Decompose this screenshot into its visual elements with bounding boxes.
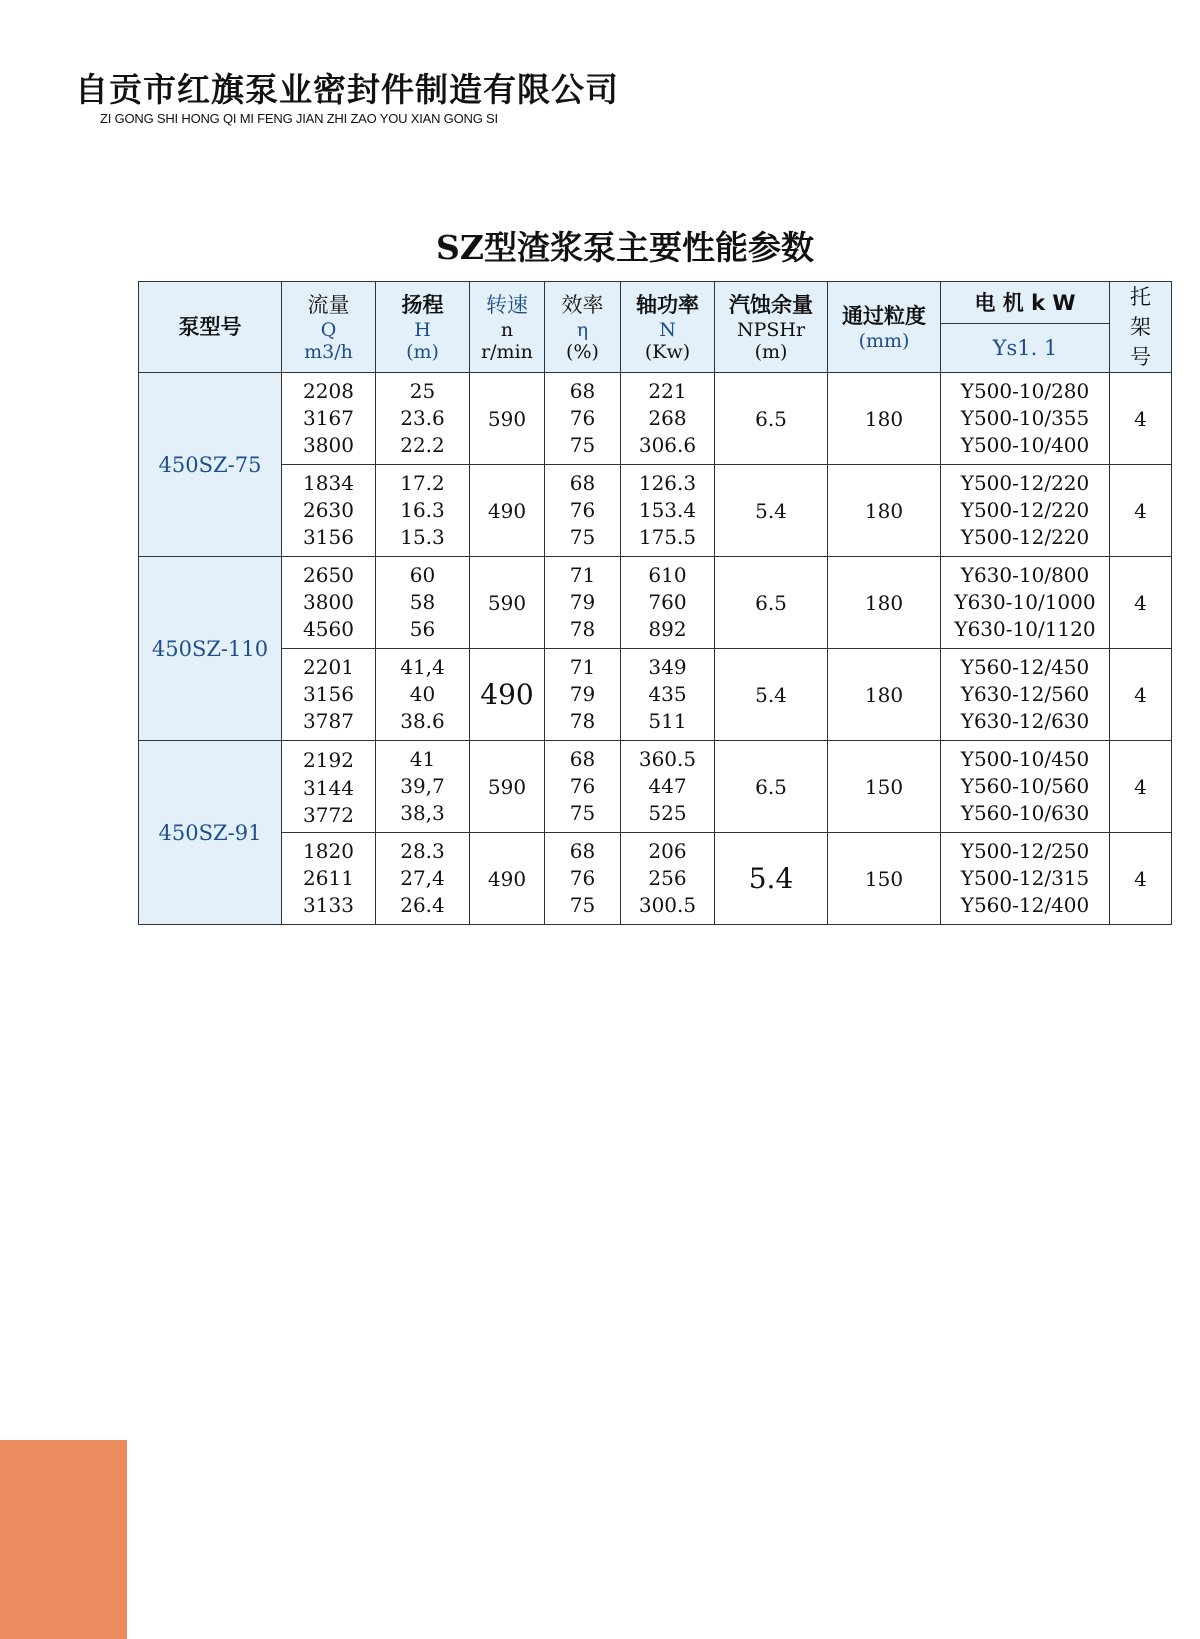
npsh-cell: 5.4: [715, 465, 828, 557]
motor-cell: Y500-12/220 Y500-12/220 Y500-12/220: [941, 465, 1110, 557]
speed-cell: 490: [470, 649, 545, 741]
frame-cell: 4: [1110, 557, 1172, 649]
head-cell: 41,4 40 38.6: [376, 649, 470, 741]
company-name-pinyin: ZI GONG SHI HONG QI MI FENG JIAN ZHI ZAO YOU XIAN GONG SI: [100, 111, 498, 126]
head-cell: 28.3 27,4 26.4: [376, 833, 470, 925]
speed-cell: 490: [470, 465, 545, 557]
table-row: [139, 465, 1172, 557]
flow-cell: 2192 3144 3772: [282, 741, 376, 833]
efficiency-cell: 71 79 78: [545, 649, 621, 741]
table-row: [139, 373, 1172, 465]
particle-cell: 180: [828, 649, 941, 741]
particle-cell: 150: [828, 741, 941, 833]
npsh-cell: 6.5: [715, 557, 828, 649]
col-efficiency: 效率 η (%): [545, 282, 621, 373]
npsh-cell: 5.4: [715, 649, 828, 741]
model-cell: 450SZ-91: [139, 741, 282, 925]
col-speed: 转速 n r/min: [470, 282, 545, 373]
head-cell: 60 58 56: [376, 557, 470, 649]
npsh-cell: 5.4: [715, 833, 828, 925]
model-cell: 450SZ-75: [139, 373, 282, 557]
col-motor-sub: Ys1. 1: [941, 324, 1110, 373]
motor-cell: Y560-12/450 Y630-12/560 Y630-12/630: [941, 649, 1110, 741]
speed-cell: 590: [470, 557, 545, 649]
motor-cell: Y500-10/450 Y560-10/560 Y560-10/630: [941, 741, 1110, 833]
efficiency-cell: 68 76 75: [545, 741, 621, 833]
particle-cell: 180: [828, 557, 941, 649]
npsh-cell: 6.5: [715, 373, 828, 465]
motor-cell: Y500-10/280 Y500-10/355 Y500-10/400: [941, 373, 1110, 465]
frame-cell: 4: [1110, 373, 1172, 465]
flow-cell: 1820 2611 3133: [282, 833, 376, 925]
col-motor: 电 机 k W: [941, 282, 1110, 324]
power-cell: 349 435 511: [621, 649, 715, 741]
frame-cell: 4: [1110, 833, 1172, 925]
col-head: 扬程 H (m): [376, 282, 470, 373]
col-particle-size: 通过粒度 (mm): [828, 282, 941, 373]
table-row: [139, 557, 1172, 649]
flow-cell: 2201 3156 3787: [282, 649, 376, 741]
page-title: SZ型渣浆泵主要性能参数: [436, 228, 814, 267]
motor-cell: Y500-12/250 Y500-12/315 Y560-12/400: [941, 833, 1110, 925]
flow-cell: 1834 2630 3156: [282, 465, 376, 557]
table-row: [139, 833, 1172, 925]
efficiency-cell: 68 76 75: [545, 373, 621, 465]
table-row: [139, 741, 1172, 833]
col-frame: 托 架 号: [1110, 282, 1172, 373]
power-cell: 126.3 153.4 175.5: [621, 465, 715, 557]
company-name: 自贡市红旗泵业密封件制造有限公司: [75, 70, 619, 109]
speed-cell: 590: [470, 741, 545, 833]
efficiency-cell: 68 76 75: [545, 465, 621, 557]
speed-cell: 590: [470, 373, 545, 465]
flow-cell: 2650 3800 4560: [282, 557, 376, 649]
model-cell: 450SZ-110: [139, 557, 282, 741]
head-cell: 41 39,7 38,3: [376, 741, 470, 833]
npsh-cell: 6.5: [715, 741, 828, 833]
flow-cell: 2208 3167 3800: [282, 373, 376, 465]
col-flow: 流量 Q m3/h: [282, 282, 376, 373]
particle-cell: 150: [828, 833, 941, 925]
col-model: 泵型号: [139, 282, 282, 373]
power-cell: 360.5 447 525: [621, 741, 715, 833]
table-row: [139, 649, 1172, 741]
particle-cell: 180: [828, 373, 941, 465]
efficiency-cell: 68 76 75: [545, 833, 621, 925]
power-cell: 221 268 306.6: [621, 373, 715, 465]
motor-cell: Y630-10/800 Y630-10/1000 Y630-10/1120: [941, 557, 1110, 649]
performance-table: [138, 281, 1172, 925]
particle-cell: 180: [828, 465, 941, 557]
efficiency-cell: 71 79 78: [545, 557, 621, 649]
head-cell: 25 23.6 22.2: [376, 373, 470, 465]
speed-cell: 490: [470, 833, 545, 925]
decorative-corner-block: [0, 1440, 127, 1639]
power-cell: 206 256 300.5: [621, 833, 715, 925]
power-cell: 610 760 892: [621, 557, 715, 649]
frame-cell: 4: [1110, 741, 1172, 833]
col-shaft-power: 轴功率 N (Kw): [621, 282, 715, 373]
frame-cell: 4: [1110, 465, 1172, 557]
head-cell: 17.2 16.3 15.3: [376, 465, 470, 557]
frame-cell: 4: [1110, 649, 1172, 741]
col-npsh: 汽蚀余量 NPSHr (m): [715, 282, 828, 373]
